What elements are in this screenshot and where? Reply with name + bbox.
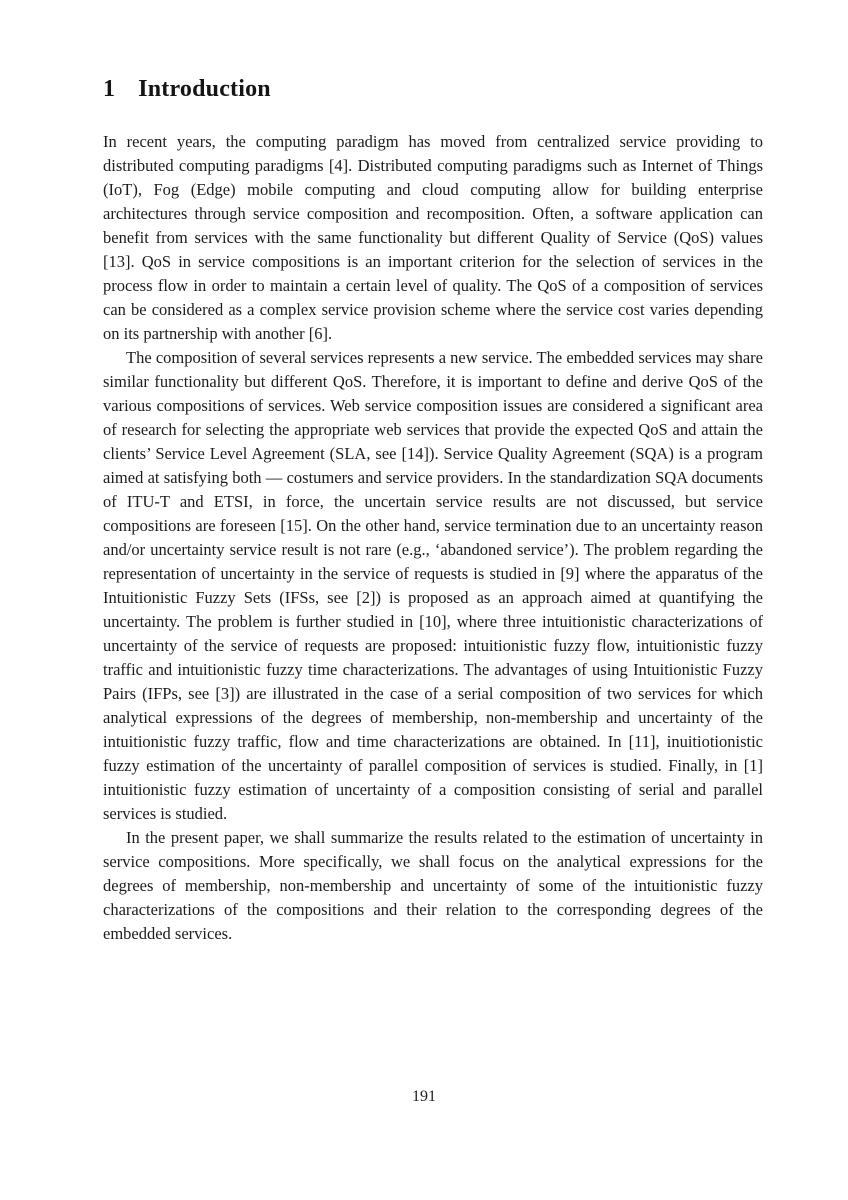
page-footer (0, 1088, 848, 1106)
section-title: Introduction (138, 76, 271, 102)
section-number: 1 (103, 76, 116, 102)
section-body (103, 130, 763, 946)
paragraph: In the present paper, we shall summarize the results related to the estimation of uncertainty in service compositions. More specifically, we shall focus on the analytical expressions for the degrees of membership, non-membership and uncertainty of some of the intuitionistic fuzzy characterizations of the compositions and their relation to the corresponding degrees of the embedded services. (103, 828, 763, 943)
section-heading (103, 76, 763, 103)
page-number: 191 (412, 1088, 436, 1105)
paragraph: In recent years, the computing paradigm has moved from centralized service providing to distributed computing paradigms [4]. Distributed computing paradigms such as Internet of Things (IoT), Fog (Edge) mobile computing and cloud computing allow for building enterprise architectures through service composition and recomposition. Often, a software application can benefit from services with the same functionality but different Quality of Service (QoS) values [13]. QoS in service compositions is an important criterion for the selection of services in the process flow in order to maintain a certain level of quality. The QoS of a composition of services can be considered as a complex service provision scheme where the service cost varies depending on its partnership with another [6]. (103, 132, 763, 343)
page-content (103, 76, 763, 946)
paragraph: The composition of several services represents a new service. The embedded services may share similar functionality but different QoS. Therefore, it is important to define and derive QoS of the various compositions of services. Web service composition issues are considered a significant area of research for selecting the appropriate web services that provide the expected QoS and attain the clients’ Service Level Agreement (SLA, see [14]). Service Quality Agreement (SQA) is a program aimed at satisfying both — costumers and service providers. In the standardization SQA documents of ITU-T and ETSI, in force, the uncertain service results are not discussed, but service compositions are foreseen [15]. On the other hand, service termination due to an uncertainty reason and/or uncertainty service result is not rare (e.g., ‘abandoned service’). The problem regarding the representation of uncertainty in the service of requests is studied in [9] where the apparatus of the Intuitionistic Fuzzy Sets (IFSs, see [2]) is proposed as an approach aimed at quantifying the uncertainty. The problem is further studied in [10], where three intuitionistic characterizations of uncertainty of the service of requests are proposed: intuitionistic fuzzy flow, intuitionistic fuzzy traffic and intuitionistic fuzzy time characterizations. The advantages of using Intuitionistic Fuzzy Pairs (IFPs, see [3]) are illustrated in the case of a serial composition of two services for which analytical expressions of the degrees of membership, non-membership and uncertainty of the intuitionistic fuzzy traffic, flow and time characterizations are obtained. In [11], inuitiotionistic fuzzy estimation of the uncertainty of parallel composition of services is studied. Finally, in [1] intuitionistic fuzzy estimation of uncertainty of a composition consisting of serial and parallel services is studied. (103, 348, 763, 823)
